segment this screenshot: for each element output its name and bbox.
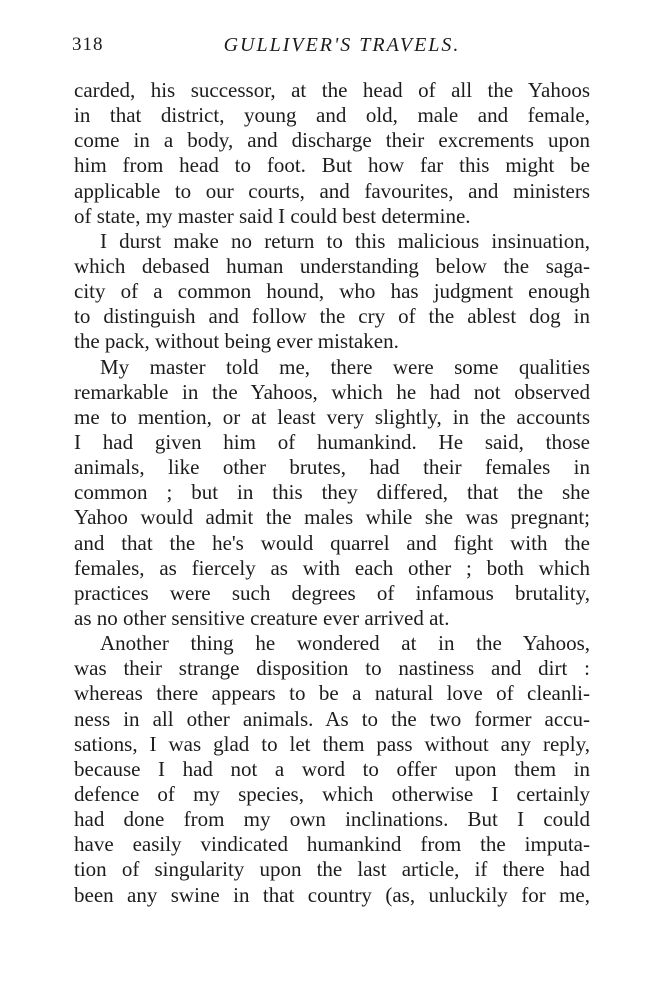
text-line: have easily vindicated humankind from the imputa- (74, 832, 590, 857)
text-line: ness in all other animals. As to the two former accu- (74, 706, 590, 731)
book-title: GULLIVER'S TRAVELS. (223, 34, 461, 56)
text-line: animals, like other brutes, had their females in (74, 455, 590, 480)
paragraph (74, 229, 590, 355)
text-line: Yahoo would admit the males while she was pregnant; (74, 505, 590, 530)
text-line: city of a common hound, who has judgment enough (74, 279, 590, 304)
text-line: tion of singularity upon the last article, if there had (74, 857, 590, 882)
paragraph (74, 631, 590, 908)
text-line: to distinguish and follow the cry of the ablest dog in (74, 304, 590, 329)
running-head (72, 34, 612, 64)
text-line: been any swine in that country (as, unluckily for me, (74, 882, 590, 907)
text-line: females, as fiercely as with each other ; both which (74, 555, 590, 580)
text-line: applicable to our courts, and favourites, and ministers (74, 178, 590, 203)
text-line: carded, his successor, at the head of all the Yahoos (74, 78, 590, 102)
text-line: of state, my master said I could best determine. (74, 203, 471, 228)
text-line: practices were such degrees of infamous brutality, (74, 580, 590, 605)
text-line: I had given him of humankind. He said, those (74, 429, 590, 454)
text-line: which debased human understanding below the saga- (74, 253, 590, 278)
page-number: 318 (72, 34, 104, 55)
text-line: come in a body, and discharge their excrements upon (74, 128, 590, 153)
text-line: Another thing he wondered at in the Yahoos, (100, 631, 590, 656)
text-line: was their strange disposition to nastiness and dirt : (74, 656, 590, 681)
paragraph (74, 355, 590, 632)
paragraph (74, 78, 590, 229)
text-line: me to mention, or at least very slightly, in the accounts (74, 404, 590, 429)
text-line: and that the he's would quarrel and fight with the (74, 530, 590, 555)
text-line: whereas there appears to be a natural love of cleanli- (74, 681, 590, 706)
text-line: in that district, young and old, male and female, (74, 103, 590, 128)
text-line: because I had not a word to offer upon them in (74, 756, 590, 781)
text-line: the pack, without being ever mistaken. (74, 329, 399, 354)
text-line: defence of my species, which otherwise I certainly (74, 781, 590, 806)
text-line: I durst make no return to this malicious insinuation, (100, 228, 590, 253)
text-line: My master told me, there were some qualities (100, 354, 590, 379)
text-line: had done from my own inclinations. But I could (74, 807, 590, 832)
text-line: remarkable in the Yahoos, which he had not observed (74, 379, 590, 404)
text-line: sations, I was glad to let them pass without any reply, (74, 731, 590, 756)
body-text (74, 78, 590, 908)
text-line: common ; but in this they differed, that the she (74, 480, 590, 505)
text-line: as no other sensitive creature ever arrived at. (74, 605, 450, 630)
text-line: him from head to foot. But how far this might be (74, 153, 590, 178)
